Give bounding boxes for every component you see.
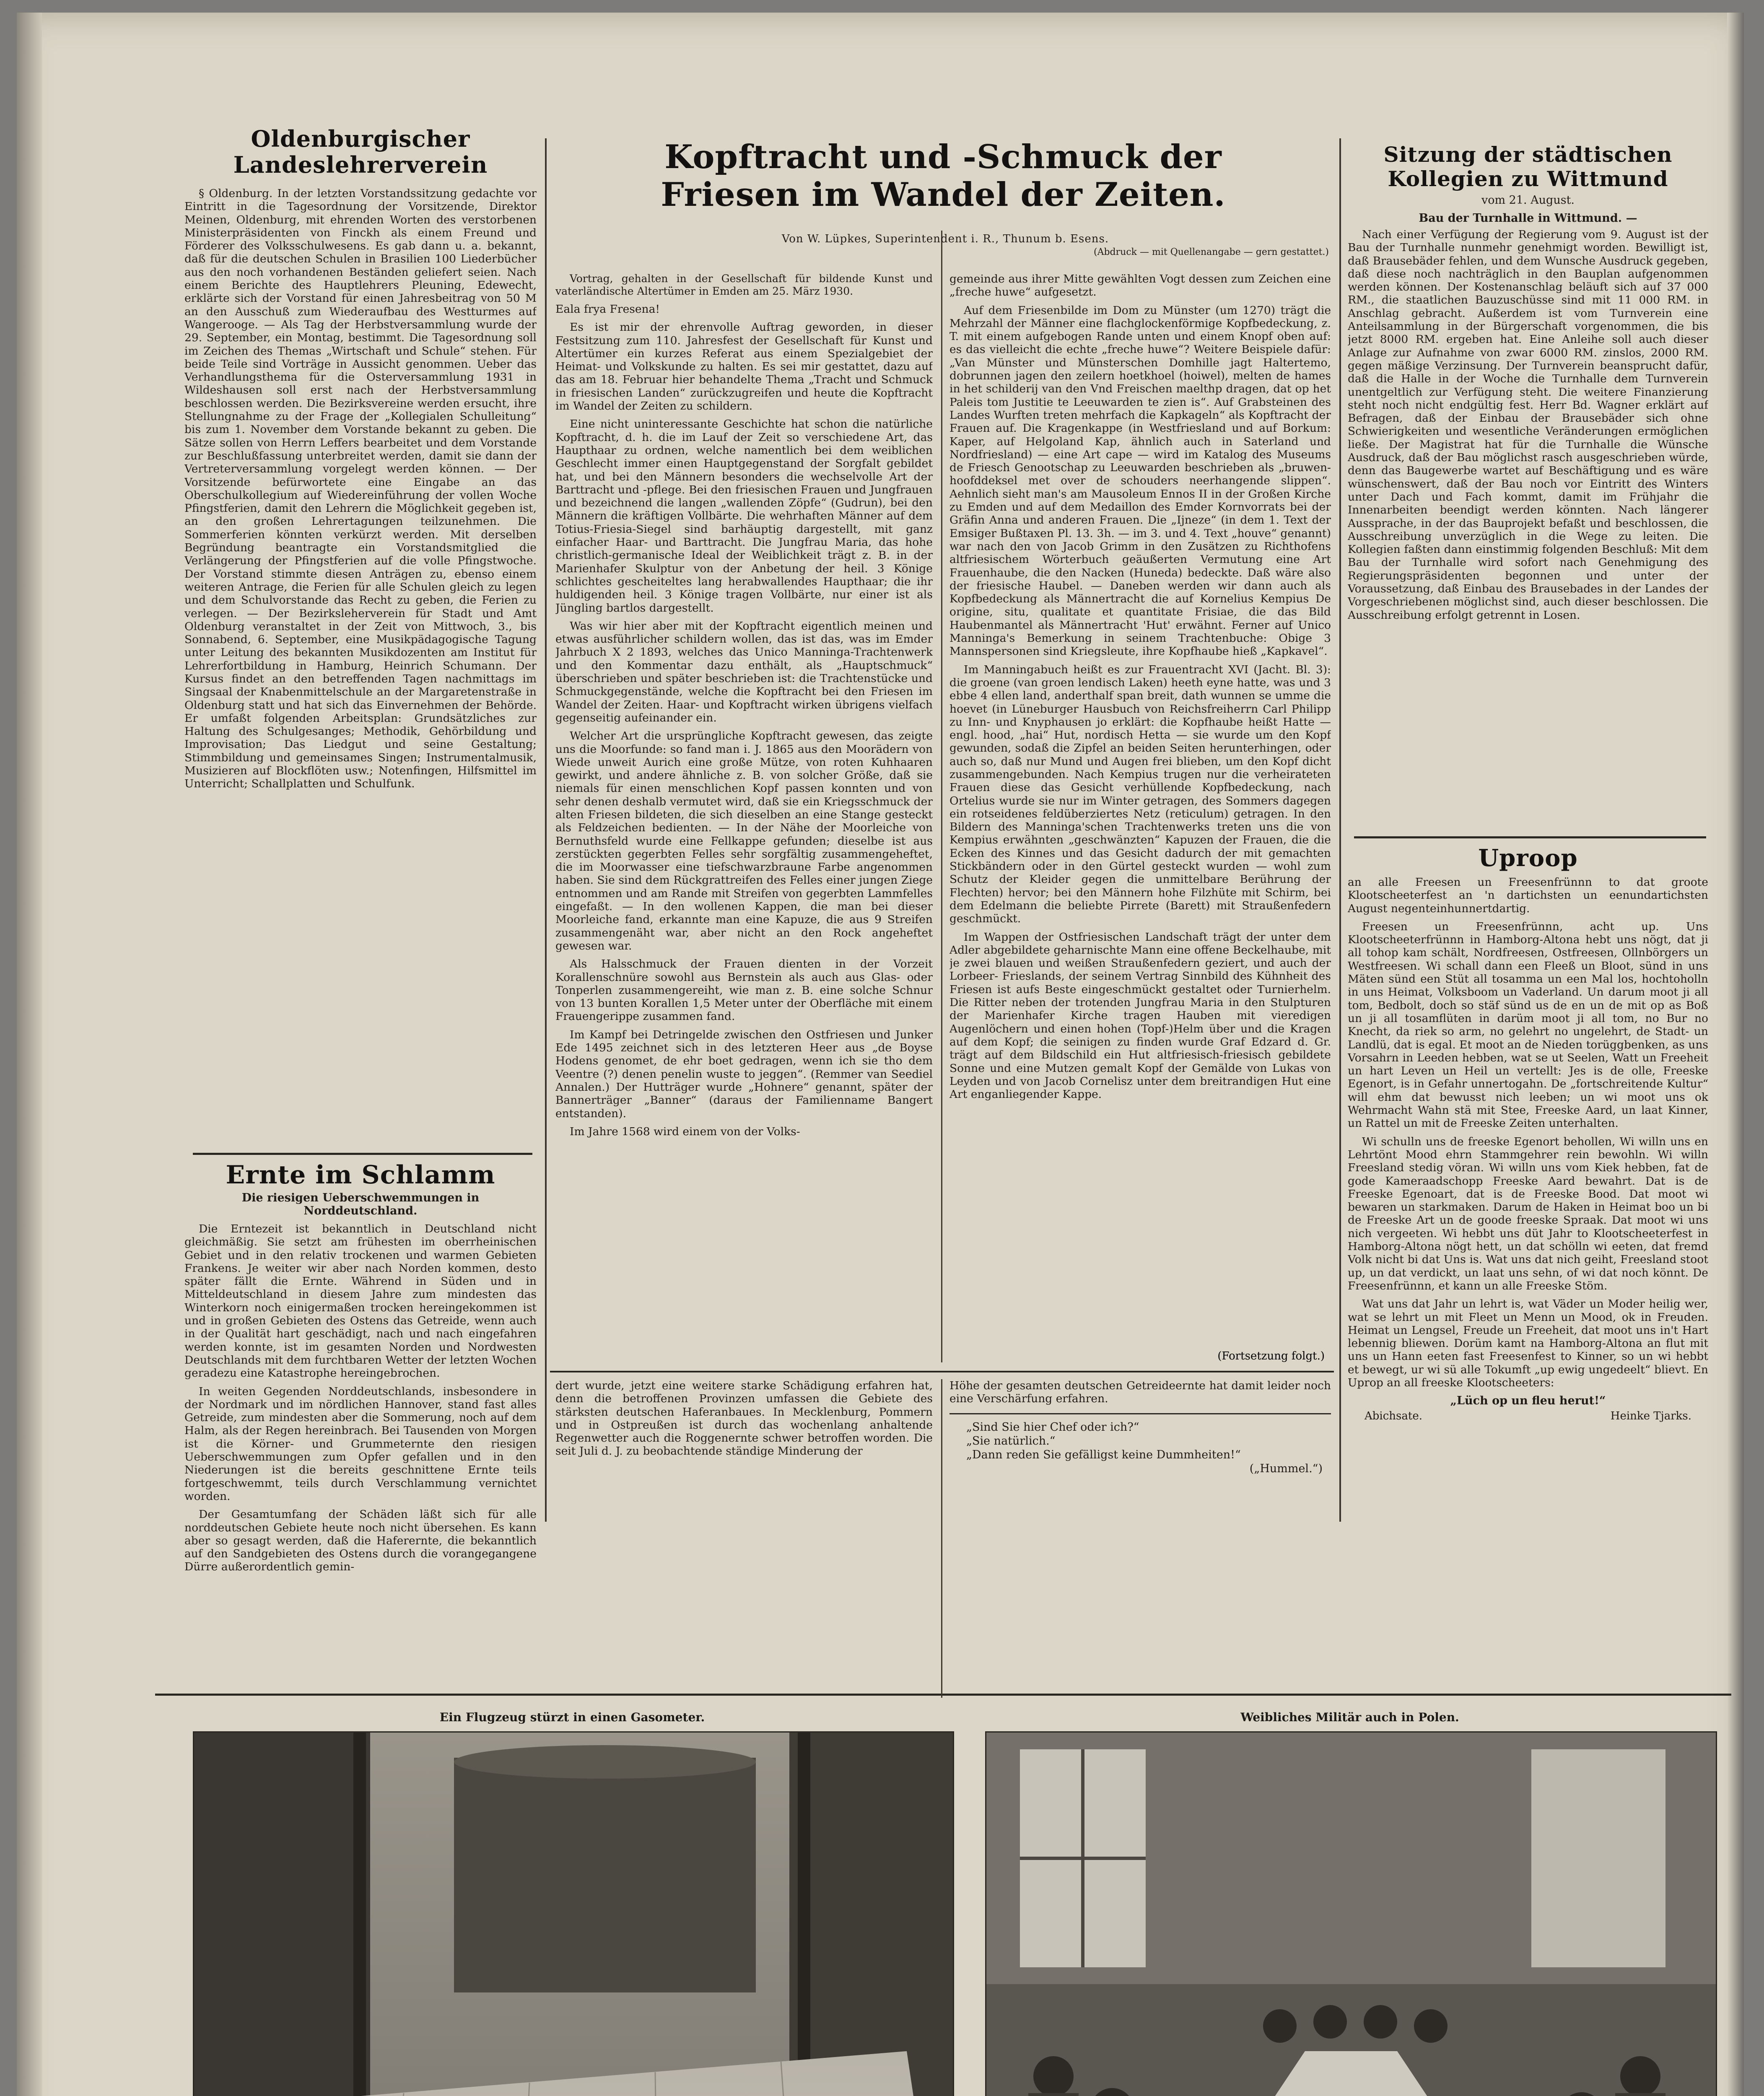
article-kopftracht-part2	[949, 272, 1331, 1367]
continuation-note: (Fortsetzung folgt.)	[1217, 1350, 1325, 1362]
joke-line: „Dann reden Sie gefälligst keine Dummheiten!“	[966, 1448, 1241, 1461]
article-paragraph: Im Jahre 1568 wird einem von der Volks-	[570, 1125, 800, 1138]
article-paragraph: Wi schulln uns de freeske Egenort behollen, Wi willn uns en Lehrtönt Mood ehrn Stammgehrer rein bewohln. Wi willn Freesland stedig vöran. Wi willn uns vom Kiek hebben, fat de gode Kameraadschopp Freeske Aard bewahrt. Dat is de Freeske Egenoart, dat is de Freeske Bood. Dat moot wi bewaren un starkmaken. Darum de Haken in Heimat boo un bi de Freeske Art un de goode freeske Spraak. Dat moot wi uns nich vergeeten. Wi hebbt uns düt Jahr to Klootscheeterfest in Hamborg-Altona nögt hett, un dat schölln wi eeten, dat fremd Volk nicht bi dat Uns is. Wat uns dat nich geiht, Freesland stoot up, un dat verdickt, un laat uns sehn, of wi dat noch könnt. De Freesenfrünnn, et kann un alle Freeske Stöm.	[1348, 1135, 1708, 1292]
ernte-continuation-2	[949, 1379, 1331, 1689]
signature-row	[1348, 1410, 1708, 1422]
column-rule	[941, 1379, 942, 1698]
article-paragraph: § Oldenburg. In der letzten Vorstandssitzung gedachte vor Eintritt in die Tagesordnung der Vorsitzende, Direktor Meinen, Oldenburg, mit ehrenden Worten des verstorbenen Ministerpräsidenten von Finckh als einem Freund und Förderer des Volksschulwesens. Es gab dann u. a. bekannt, daß für die deutschen Schulen in Brasilien 100 Liederbücher aus den noch vorhandenen Beständen geliefert seien. Nach einem Berichte des Hauptlehrers Pleuning, Edewecht, erklärte sich der Vorstand für einen Jahresbeitrag von 50 M an den Ausschuß zum Wiederaufbau des Westturmes auf Wangerooge. — Als Tag der Herbstversammlung wurde der 29. September, ein Montag, bestimmt. Die Tagesordnung soll im Zeichen des Themas „Wirtschaft und Schule“ stehen. Für beide Teile sind Vorträge in Aussicht genommen. Ueber das Verhandlungsthema für die Osterversammlung 1931 in Wildeshausen soll erst nach der Herbstversammlung beschlossen werden. Die Bezirksvereine werden ersucht, ihre Stellungnahme zu der Frage der „Kollegialen Schulleitung“ bis zum 1. November dem Vorstande bekannt zu geben. Die Sätze sollen von Herrn Leffers bearbeitet und dem Vorstande zur Beschlußfassung unterbreitet werden, damit sie dann der Vertreterversammlung vorgelegt werden können. — Der Vorsitzende befürwortete eine Eingabe an das Oberschulkollegium auf Wiedereinführung der vollen Woche Pfingstferien, damit den Lehrern die Möglichkeit gegeben ist, an den großen Lehrertagungen teilzunehmen. Die Sommerferien könnten verkürzt werden. Mit derselben Begründung beantragte ein Vorstandsmitglied die Verlängerung der Pfingstferien auf die volle Pfingstwoche. Der Vorstand stimmte diesen Anträgen zu, ebenso einem weiteren Antrage, die Ferien für alle Schulen gleich zu legen und dem Schulvorstande das Recht zu geben, die Ferien zu verlegen. — Der Bezirksleherverein für Stadt und Amt Oldenburg veranstaltet in der Zeit von Mittwoch, 3., bis Sonnabend, 6. September, eine Musikpädagogische Tagung unter Leitung des bekannten Musikdozenten am Institut für Lehrerfortbildung in Hamburg, Heinrich Schumann. Der Kursus findet an den betreffenden Tagen nachmittags im Singsaal der Knabenmittelschule an der Margaretenstraße in Oldenburg statt und hat sich das Einvernehmen der Behörde. Er umfaßt folgenden Arbeitsplan: Grundsätzliches zur Haltung des Schulgesanges; Methodik, Gehörbildung und Improvisation; Das Liedgut und seine Gestaltung; Stimmbildung und gemeinsames Singen; Instrumentalmusik, Musizieren auf Blockflöten usw.; Notenfingen, Hilfsmittel im Unterricht; Schallplatten und Schulfunk.	[184, 187, 537, 791]
article-paragraph: Eine nicht uninteressante Geschichte hat schon die natürliche Kopftracht, d. h. die im Lauf der Zeit so verschiedene Art, das Haupthaar zu ordnen, welche namentlich bei dem weiblichen Geschlecht immer einen Hauptgegenstand der Sorgfalt gebildet hat, und bei den Männern besonders die wechselvolle Art der Barttracht und -pflege. Bei den friesischen Frauen und Jungfrauen und bezeichnend die langen „wallenden Zöpfe“ (Gudrun), bei den Männern die kräftigen Vollbärte. Die wehrhaften Männer auf dem Totius-Friesia-Siegel sind barhäuptig dargestellt, mit ganz einfacher Haar- und Barttracht. Die Jungfrau Maria, das hohe christlich-germanische Ideal der Weiblichkeit trägt z. B. in der Marienhafer Skulptur von der Anbetung der heil. 3 Könige schlichtes gescheiteltes lang herabwallendes Haupthaar; die ihr huldigenden heil. 3 Könige tragen Vollbärte, nur einer ist als Jüngling bartlos dargestellt.	[555, 418, 933, 615]
intro-note: Vortrag, gehalten in der Gesellschaft für bildende Kunst und vaterländische Altertümer in Emden am 25. März 1930.	[555, 272, 933, 297]
uproop-intro: an alle Freesen un Freesenfrünnn to dat groote Klootscheeterfest an 'n dartichsten un eenundartichsten August negenteinhunnertdartig.	[1348, 876, 1708, 915]
ernte-continuation	[555, 1379, 933, 1689]
section-rule	[550, 1371, 1334, 1372]
article-paragraph: Wat uns dat Jahr un lehrt is, wat Väder un Moder heilig wer, wat se lehrt un mit Fleet un Menn un Mood, ok in Freuden. Heimat un Lengsel, Freude un Freeheit, dat moot uns in't Hart lebennig bliewen. Dorüm kamt na Hamborg-Altona an flut mit uns un Hann eeten fast Freesenfest to Kinner, so un wi hebbt et bewegt, ur wi sü alle Tokumft „up ewig ungedeelt“ blievt. En Uprop an all freeske Klootscheeters:	[1348, 1297, 1708, 1389]
headline-sitzung: Sitzung der städtischen Kollegien zu Wittmund	[1383, 143, 1673, 191]
page-edge	[1727, 13, 1744, 2096]
headline-block-kopftracht	[553, 138, 1333, 235]
article-paragraph: Nach einer Verfügung der Regierung vom 9. August ist der Bau der Turnhalle nunmehr genehmigt worden. Bewilligt ist, daß Brausebäder fehlen, und dem Wunsche Ausdruck gegeben, daß diese noch nachträglich in den Bauplan aufgenommen werden können. Der Kostenanschlag beläuft sich auf 37 000 RM., die staatlichen Bauzuschüsse sind mit 11 000 RM. in Anschlag gebracht. Außerdem ist vom Turnverein eine Anteilsammlung in der Bürgerschaft vorgenommen, die bis jetzt 8000 RM. ergeben hat. Eine Anleihe soll auch dieser Anlage zur Aufnahme von zwar 6000 RM. zinslos, 2000 RM. gegen mäßige Verzinsung. Der Turnverein beansprucht dafür, daß die Halle in der Woche die Turnhalle dem Turnverein unentgeltlich zur Verfügung steht. Die weitere Finanzierung steht noch nicht endgültig fest. Herr Bd. Wagner erklärt auf Befragen, daß der Einbau der Brausebäder sich ohne Schwierigkeiten und wesentliche Veränderungen ermöglichen ließe. Der Magistrat hat für die Turnhalle die Wünsche Ausdruck, daß der Bau möglichst rasch ausgeschrieben würde, denn das Baugewerbe wartet auf Beschäftigung und es wäre wünschenswert, daß der Bau noch vor Eintritt des Winters unter Dach und Fach kommt, damit im Frühjahr die Innenarbeiten beendigt werden könnten. Nach längerer Aussprache, in der das Bauprojekt befaßt und beschlossen, die Ausschreibung unverzüglich in die Wege zu leiten. Die Kollegien faßten dann einstimmig folgenden Beschluß: Mit dem Bau der Turnhalle wird sofort nach Genehmigung des Regierungspräsidenten begonnen und unter der Voraussetzung, daß Einbau des Brausebades in der Landes der Vorgeschriebenen möglichst sind, auch dieser beschlossen. Die Ausschreibung erfolgt getrennt in Losen.	[1348, 228, 1708, 622]
article-sitzung-wittmund	[1348, 143, 1708, 834]
gasometer-photo-image	[194, 1733, 953, 2096]
article-rule	[193, 1153, 532, 1155]
joke-source: („Hummel.“)	[1249, 1462, 1323, 1475]
column-rule	[941, 231, 942, 1362]
article-paragraph: Auf dem Friesenbilde im Dom zu Münster (um 1270) trägt die Mehrzahl der Männer eine flachglockenförmige Kopfbedeckung, z. T. mit einem aufgebogen Rande unten und einem Knopf oben auf: es das vielleicht die echte „freche huwe“? Weitere Beispiele dafür: „Van Münster und Münsterschen Domhille jagt Haltertemo, dobrunnen jagen den zeilern hoetkhoel (hoiwel), melten de hames in het schilderij van den Vnd Freischen maelthp dragen, dat op het Paleis tom Justitie te Leeuwarden te zien is“. Auf Grabsteinen des Landes Wurften treten mehrfach die Kapkageln“ als Kopftracht der Frauen auf. Die Kragenkappe (in Westfriesland und auf Borkum: Kaper, auf Helgoland Kap, ähnlich auch in Saterland und Nordfriesland) — eine Art cape — wird im Katalog des Museums de Friesch Genootschap zu Leeuwarden beschrieben als „bruwen-hoofddeksel met over de schouders neerhangende slippen“. Aehnlich sieht man's am Mausoleum Ennos II in der Großen Kirche zu Emden und auf dem Medaillon des Emder Kornvorrats bei der Gräfin Anna und anderen Frauen. Die „Ijneze“ (in dem 1. Text der Emsiger Bußtaxen Pl. 13. 3h. — im 3. und 4. Text „houve“ genannt) war nach den von Jacob Grimm in den Zusätzen zu Richthofens altfriesischem Wörterbuch geäußerten Vermutung eine Art Frauenhaube, die den Nacken (Huneda) bedeckte. Daß wäre also der friesische Haubel. — Daneben werden wir dann auch als Kopfbedeckung als Männertracht die auf Kornelius Kempius De origine, situ, qualitate et quantitate Frisiae, die das Bild Haubenmantel als Männertracht 'Hut' erwähnt. Ferner auf Unico Manninga's Bemerkung in seinem Trachtenbuche: Obige 3 Mannspersonen sind Kriegsleute, ihre Kopfhaube hieß „Kapkavel“.	[949, 304, 1331, 658]
article-ernte-im-schlamm	[184, 1161, 537, 1689]
article-paragraph: dert wurde, jetzt eine weitere starke Schädigung erfahren hat, denn die betroffenen Provinzen umfassen die Gebiete des stärksten deutschen Haferanbaues. In Mecklenburg, Pommern und in Ostpreußen ist durch das wochenlang anhaltende Regenwetter auch die Roggenernte schwer betroffen worden. Die seit Juli d. J. zu beobachtende ständige Minderung der	[555, 1379, 933, 1458]
headline-landeslehrerverein: Oldenburgischer Landeslehrerverein	[233, 126, 488, 178]
article-landeslehrerverein	[184, 126, 537, 1153]
section-rule	[155, 1694, 1731, 1696]
byline-block	[562, 233, 1329, 270]
headline-kopftracht: Kopftracht und -Schmuck der Friesen im Wandel der Zeiten.	[661, 138, 1226, 214]
article-kopftracht-part1	[555, 272, 933, 1367]
photo-gasometer	[193, 1731, 954, 2096]
joke-line: „Sind Sie hier Chef oder ich?“	[966, 1420, 1139, 1434]
militaer-photo-image	[986, 1733, 1716, 2096]
author-byline: Von W. Lüpkes, Superintendent i. R., Thunum b. Esens.	[781, 233, 1109, 245]
photo-frauenkompagnie	[985, 1731, 1717, 2096]
section-heading-turnhalle: Bau der Turnhalle in Wittmund. —	[1419, 212, 1637, 225]
joke-rule	[949, 1413, 1331, 1414]
headline-uproop: Uproop	[1478, 845, 1578, 872]
article-paragraph: Im Kampf bei Detringelde zwischen den Ostfriesen und Junker Ede 1495 zeichnet sich in des letzteren Heer aus „de Boyse Hodens genomet, de ehr boet gedragen, wenn ich sie tho dem Veentre (?) denen penelin wuste to jeggen“. (Remmer van Seediel Annalen.) Der Hutträger wurde „Hohnere“ genannt, später der Bannerträger „Banner“ (daraus der Familienname Bangert entstanden).	[555, 1028, 933, 1120]
article-paragraph: Im Wappen der Ostfriesischen Landschaft trägt der unter dem Adler abgebildete geharnischte Mann eine offene Beckelhaube, mit je zwei blauen und weißen Straußenfedern geziert, und auch der Lorbeer- Frieslands, der seinem Vertrag Sinnbild des Kühnheit des Friesen ist aufs Beste eingeschmückt gestaltet oder Turnierhelm. Die Ritter neben der trotenden Jungfrau Maria in den Stulpturen der Marienhafer Kirche tragen Hauben mit vieredigen Augenlöchern und einen hohen (Topf-)Helm über und die Kragen auf dem Kopf; die seinigen zu finden wurde Graf Edzard d. Gr. trägt auf dem Bildschild ein Hut altfriesisch-friesisch gebildete Sonne und eine Mutzen gemalt Kopf der Gemälde von Lukas von Leyden und von Jacob Cornelisz unter dem breitrandigen Hut eine Art enganliegender Kappe.	[949, 930, 1331, 1101]
column-rule	[545, 138, 547, 1522]
subheadline-ernte: Die riesigen Ueberschwemmungen in Norddeutschland.	[241, 1191, 480, 1217]
photo-title-gasometer: Ein Flugzeug stürzt in einen Gasometer.	[439, 1710, 705, 1724]
column-rule	[1339, 138, 1341, 1522]
article-paragraph: gemeinde aus ihrer Mitte gewählten Vogt dessen zum Zeichen eine „freche huwe“ aufgesetzt.	[949, 272, 1331, 299]
joke-line: „Sie natürlich.“	[966, 1434, 1056, 1447]
article-paragraph: Freesen un Freesenfrünnn, acht up. Uns Klootscheeterfrünnn in Hamborg-Altona hebt uns nögt, dat ji all tohop kam schält, Nordfreesen, Ostfreesen, Ollnbörgers un Westfreesen. Wi schall dann een Fleeß un Bloot, sünd in uns Mäten sünd een Stüt all tosamma un een Mal los, hochtoholln in uns Heimat, Volksboom un Vaderland. Un darum moot ji all tom, Bedbolt, doch so stäf sünd us de en un de mit op as Boß un ji all tosamflüten in darüm moot ji all tom, no Bur no Knecht, da riek so arm, no gelehrt no ungelehrt, de Stadt- un Landlü, dat is egal. Et moot an de Nieden torüggbenken, as uns Vorsahrn in Leeden hebben, wat se ut Seelen, Watt un Freeheit un hart Leven un Heil un vertellt: Jes is de olle, Freeske Egenort, is in Gefahr unnertogahn. De „fortschreitende Kultur“ will ehm dat bewusst nich leeben; un wi moot uns ok Wehrmacht Wahn stä mit Stee, Freeske Aard, un laat Kinner, un Rattel un mit de Freeske Zeiten unterhalten.	[1348, 920, 1708, 1130]
article-paragraph: Es ist mir der ehrenvolle Auftrag geworden, in dieser Festsitzung zum 110. Jahresfest der Gesellschaft für Kunst und Altertümer ein kurzes Referat aus einem Spezialgebiet der Heimat- und Volkskunde zu halten. Es sei mir gestattet, dazu auf das am 18. Februar hier behandelte Thema „Tracht und Schmuck in friesischen Landen“ zurückzugreifen und heute die Kopftracht im Wandel der Zeiten zu schildern.	[555, 321, 933, 413]
article-uproop	[1348, 845, 1708, 1683]
article-paragraph: Die Erntezeit ist bekanntlich in Deutschland nicht gleichmäßig. Sie setzt am frühesten im oberrheinischen Gebiet und in den relativ trockenen und warmen Gebieten Frankens. Je weiter wir aber nach Norden kommen, desto später fällt die Ernte. Während in Süden und in Mitteldeutschland in diesem Jahre zum mindesten das Winterkorn noch einigermaßen trocken hereingekommen ist und in großen Gebieten des Ostens das Getreide, wenn auch in der Qualität hart geschädigt, nach und nach eingefahren werden konnte, ist im gesamten Norden und Nordwesten Deutschlands mit dem furchtbaren Wetter der letzten Wochen geradezu eine Katastrophe hereingebrochen.	[184, 1222, 537, 1380]
reprint-note: (Abdruck — mit Quellenangabe — gern gestattet.)	[1094, 247, 1329, 257]
article-rule	[1354, 836, 1706, 838]
article-paragraph: Als Halsschmuck der Frauen dienten in der Vorzeit Korallenschnüre sowohl aus Bernstein als auch aus Glas- oder Tonperlen zusammengereiht, wie man z. B. eine solche Schnur von 13 bunten Korallen 1,5 Meter unter der Oberfläche mit einem Frauengerippe zusammen fand.	[555, 957, 933, 1023]
article-paragraph: Im Manningabuch heißt es zur Frauentracht XVI (Jacht. Bl. 3): die groene (van groen lendisch Laken) heeth eyne hatte, was und 3 ebbe 4 ellen land, anderthalf span breit, dath wunnen se umme die hoevet (in Lüneburger Hausbuch von Reichsfreiherrn Carl Philipp zu Inn- und Knyphausen jo erklärt: die Kopfhaube heißt Hatte — engl. hood, „hai“ Hut, nordisch Hetta — sie wurde um den Kopf gewunden, sodaß die Zipfel an beiden Seiten herunterhingen, oder auch so, daß nur Mund und Augen frei blieben, um den Kopf dicht zusammengebunden. Nach Kempius trugen nur die verheirateten Frauen diese das Gesicht verhüllende Kopfbedeckung, nach Ortelius wurde sie nur im Winter getragen, des Sommers dagegen ein rotseidenes feldüberziertes Netz (reticulum) getragen. In den Bildern des Manninga'schen Trachtenwerks treten uns die von Kempius erwähnten „geschwänzten“ Kapuzen der Frauen, die die Ecken des Kinnes und das Gesicht dadurch der mit gemachten Stickbändern oder in den Gürtel gesteckt wurden — wohl zum Schutz der Kleider gegen die unmittelbare Berührung der Flechten) hervor; bei den Männern hohe Filzhüte mit Schirm, bei dem Edelmann die beliebte Pirrete (Barett) mit Straußenfedern geschmückt.	[949, 663, 1331, 926]
meeting-date: vom 21. August.	[1481, 194, 1575, 207]
uproop-closing: „Lüch op un fleu herut!“	[1450, 1394, 1606, 1408]
greeting: Eala frya Fresena!	[555, 303, 660, 316]
signature-right: Heinke Tjarks.	[1610, 1410, 1691, 1423]
article-paragraph: Was wir hier aber mit der Kopftracht eigentlich meinen und etwas ausführlicher schildern wollen, das ist das, was im Emder Jahrbuch X 2 1893, welches das Unico Manninga-Trachtenwerk und den Kommentar dazu enthält, als „Hauptschmuck“ überschrieben und später beschrieben ist: die Trachtenstücke und Schmuckgegenstände, welche die Kopftracht bei den Friesen im Wandel der Zeiten. Haar- und Kopftracht wirken übrigens vielfach gegenseitig aufeinander ein.	[555, 619, 933, 724]
newspaper-page	[17, 13, 1744, 2096]
article-paragraph: Welcher Art die ursprüngliche Kopftracht gewesen, das zeigte uns die Moorfunde: so fand man i. J. 1865 aus den Moorädern von Wiede unweit Aurich eine große Mütze, von roten Kuhhaaren gewirkt, und andere ähnliche z. B. von solcher Größe, daß sie niemals für einen menschlichen Kopf passen konnten und von sehr denen deshalb vermutet wird, daß sie ein Kriegsschmuck der alten Friesen bildeten, die sich dieselben an eine Stange gesteckt als Feldzeichen bedienten. — In der Nähe der Moorleiche von Bernuthsfeld wurde eine Fellkappe gefunden; dieselbe ist aus zerstückten gegerbten Felles sehr sorgfältig zusammengeheftet, die im Moorwasser eine tiefschwarzbraune Farbe angenommen haben. Sie sind dem Rückgrattreifen des Felles einer jungen Ziege entnommen und am Rande mit Streifen von gegerbten Lammfelles eingefaßt. — In den wollenen Kappen, die man bei dieser Moorleiche fand, erkannte man eine Kapuze, die aus 9 Streifen zusammengenäht war, aber nicht an den Rock angeheftet gewesen war.	[555, 729, 933, 952]
article-paragraph: Der Gesamtumfang der Schäden läßt sich für alle norddeutschen Gebiete heute noch nicht übersehen. Es kann aber so gesagt werden, daß die Haferernte, die bekanntlich auf den Sandgebieten des Ostens durch die vorangegangene Dürre außerordentlich gemin-	[184, 1508, 537, 1574]
headline-ernte: Ernte im Schlamm	[226, 1161, 495, 1190]
photo-title-militaer: Weibliches Militär auch in Polen.	[1240, 1710, 1459, 1724]
article-paragraph: Höhe der gesamten deutschen Getreideernte hat damit leider noch eine Verschärfung erfahren.	[949, 1379, 1331, 1406]
article-paragraph: In weiten Gegenden Norddeutschlands, insbesondere in der Nordmark und im nördlichen Hannover, stand fast alles Getreide, zum mindesten aber die Sommerung, noch auf dem Halm, als der Regen hereinbrach. Bei Tausenden von Morgen ist die Körner- und Grummeternte den riesigen Ueberschwemmungen zum Opfer gefallen und in den Niederungen ist die bereits geschnittene Ernte teils fortgeschwemmt, teils durch Verschlammung vernichtet worden.	[184, 1385, 537, 1503]
signature-left: Abichsate.	[1365, 1410, 1422, 1423]
page-binding	[17, 13, 42, 2096]
